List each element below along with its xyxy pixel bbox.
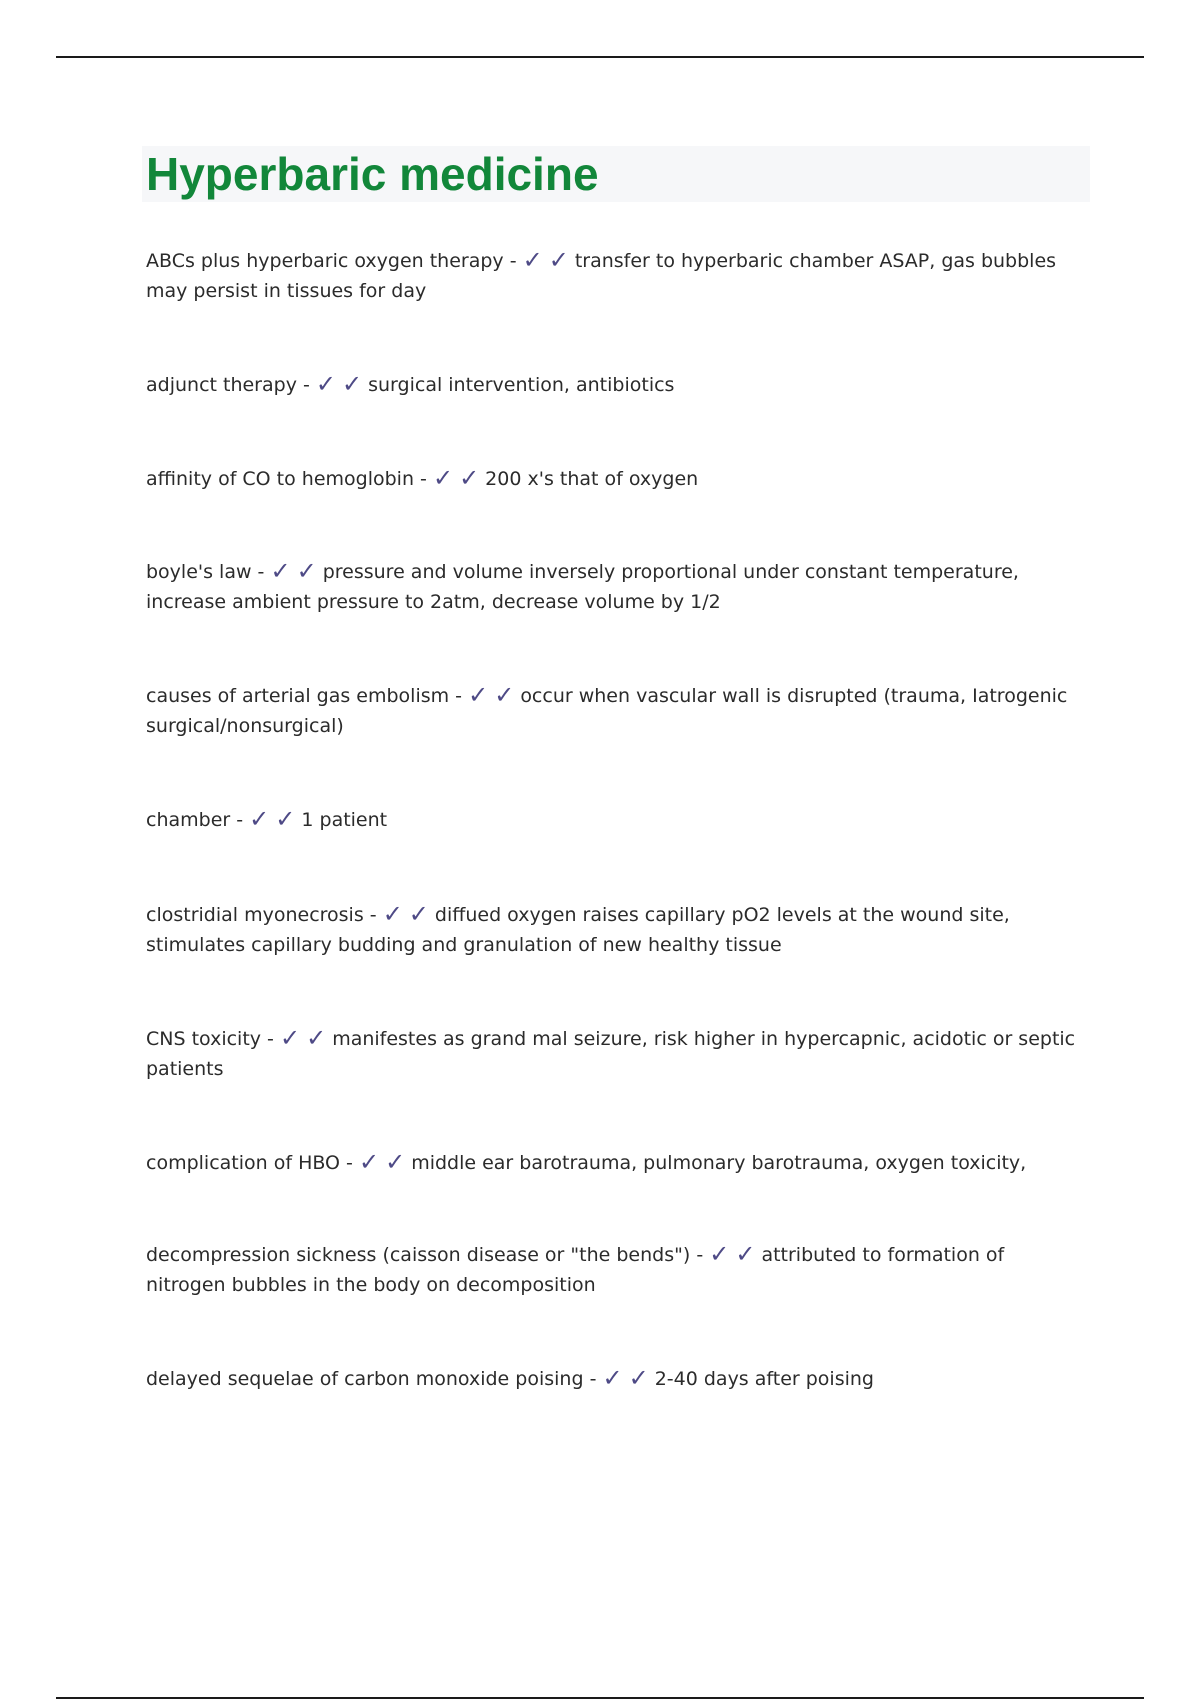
check-icon: ✓ [342, 370, 363, 398]
flashcard-entry [146, 1148, 1086, 1240]
flashcard-entry [146, 246, 1086, 370]
entry-definition: 1 patient [301, 809, 388, 831]
check-icon: ✓ [709, 1240, 730, 1268]
entry-term: boyle's law - [146, 561, 265, 583]
check-icon: ✓ [382, 900, 403, 928]
entry-definition: 2-40 days after poising [654, 1368, 874, 1390]
check-icon: ✓ [408, 900, 429, 928]
entry-term: affinity of CO to hemoglobin - [146, 468, 427, 490]
flashcard-entry [146, 557, 1086, 681]
check-icon: ✓ [315, 370, 336, 398]
flashcard-entry [146, 900, 1086, 1024]
flashcard-list [146, 246, 1086, 1488]
flashcard-entry [146, 464, 1086, 557]
check-icon: ✓ [628, 1364, 649, 1392]
check-icon: ✓ [306, 1024, 327, 1052]
entry-definition: occur when vascular wall is disrupted (trauma, Iatrogenic surgical/nonsurgical) [146, 685, 1068, 737]
entry-term: causes of arterial gas embolism - [146, 685, 463, 707]
check-icon: ✓ [468, 681, 489, 709]
check-icon: ✓ [358, 1148, 380, 1176]
bottom-rule [56, 1697, 1144, 1699]
entry-term: chamber - [146, 809, 244, 831]
entry-definition: 200 x's that of oxygen [485, 468, 699, 490]
check-icon: ✓ [249, 805, 270, 833]
entry-term: clostridial myonecrosis - [146, 904, 377, 926]
check-icon: ✓ [548, 246, 569, 274]
top-rule [56, 56, 1144, 58]
entry-term: CNS toxicity - [146, 1028, 274, 1050]
flashcard-entry [146, 1240, 1086, 1364]
entry-term: complication of HBO - [146, 1152, 353, 1174]
entry-definition: surgical intervention, antibiotics [368, 374, 675, 396]
entry-definition: middle ear barotrauma, pulmonary barotrauma, oxygen toxicity, [411, 1152, 1027, 1174]
check-icon: ✓ [275, 805, 296, 833]
entry-term: delayed sequelae of carbon monoxide poising - [146, 1368, 597, 1390]
entry-definition: transfer to hyperbaric chamber ASAP, gas bubbles may persist in tissues for day [146, 250, 1057, 302]
entry-term: ABCs plus hyperbaric oxygen therapy - [146, 250, 517, 272]
flashcard-entry [146, 805, 1086, 900]
entry-definition: attributed to formation of nitrogen bubbles in the body on decomposition [146, 1244, 1005, 1296]
entry-term: adjunct therapy - [146, 374, 310, 396]
check-icon: ✓ [459, 464, 480, 492]
page-title: Hyperbaric medicine [146, 148, 599, 200]
entry-definition: pressure and volume inversely proportional under constant temperature, increase ambient pressure to 2atm, decrease volume by 1/2 [146, 561, 1019, 613]
entry-definition: diffued oxygen raises capillary pO2 levels at the wound site, stimulates capillary budding and granulation of new healthy tissue [146, 904, 1010, 956]
check-icon: ✓ [270, 557, 291, 585]
check-icon: ✓ [432, 464, 454, 492]
entry-term: decompression sickness (caisson disease or "the bends") - [146, 1244, 704, 1266]
entry-definition: manifestes as grand mal seizure, risk higher in hypercapnic, acidotic or septic patients [146, 1028, 1076, 1080]
check-icon: ✓ [522, 246, 543, 274]
flashcard-entry [146, 1024, 1086, 1148]
check-icon: ✓ [602, 1364, 623, 1392]
flashcard-entry [146, 370, 1086, 464]
check-icon: ✓ [735, 1240, 756, 1268]
flashcard-entry [146, 681, 1086, 805]
check-icon: ✓ [385, 1148, 406, 1176]
check-icon: ✓ [279, 1024, 301, 1052]
check-icon: ✓ [296, 557, 317, 585]
flashcard-entry [146, 1364, 1086, 1488]
check-icon: ✓ [494, 681, 515, 709]
